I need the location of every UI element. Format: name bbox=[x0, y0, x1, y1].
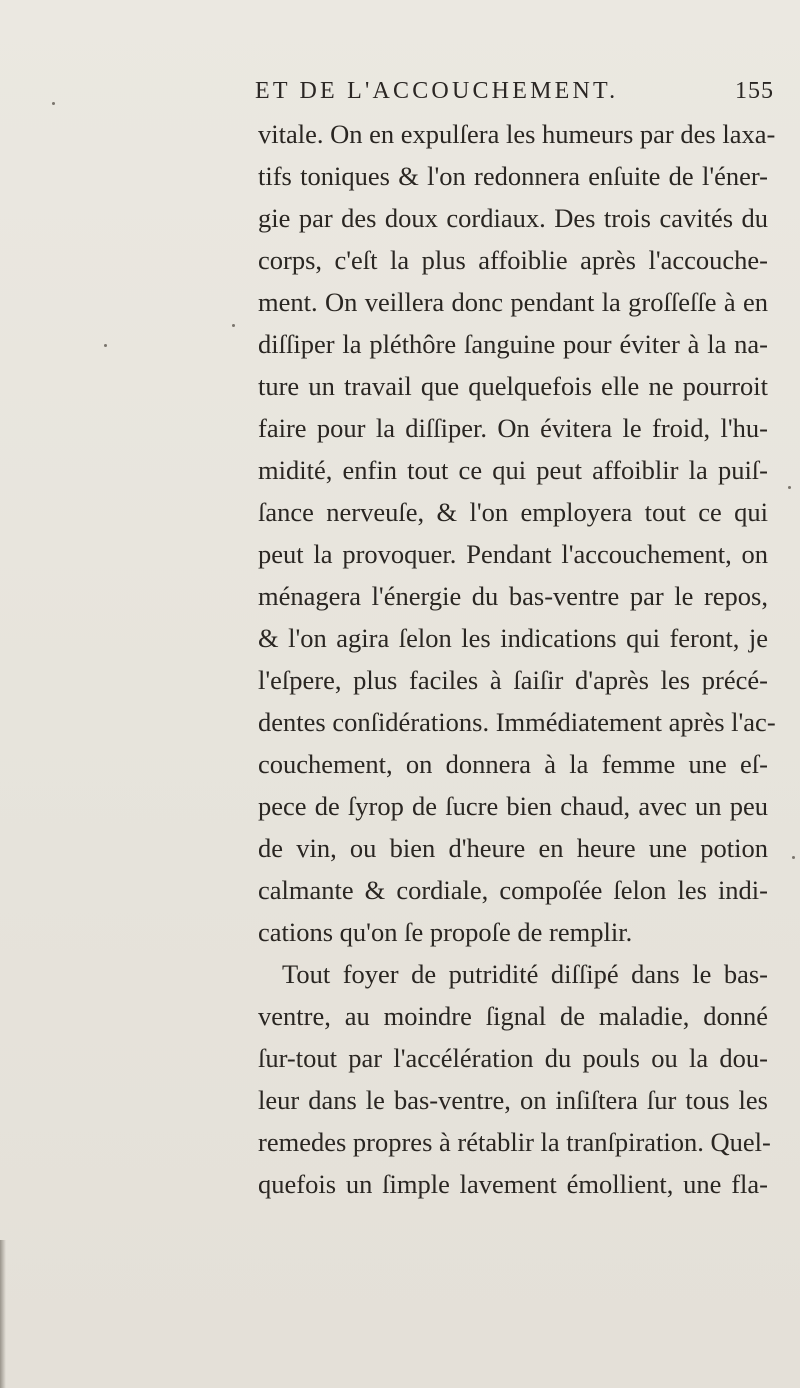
text-line: vitale. On en expulſera les humeurs par des laxa- bbox=[258, 119, 776, 149]
paper-speck bbox=[232, 324, 235, 327]
paper-speck bbox=[52, 102, 55, 105]
paper-speck bbox=[104, 344, 107, 347]
text-line: couchement, on donnera à la femme une eſ- bbox=[258, 749, 768, 779]
text-line: remedes propres à rétablir la tranſpiration. Quel- bbox=[258, 1127, 771, 1157]
page-number: 155 bbox=[735, 78, 774, 104]
paper-speck bbox=[788, 486, 791, 489]
page-edge-shadow bbox=[0, 1240, 6, 1388]
text-line: gie par des doux cordiaux. Des trois cavités du bbox=[258, 203, 768, 233]
text-line: ture un travail que quelquefois elle ne pourroit bbox=[258, 371, 768, 401]
text-line: calmante & cordiale, compoſée ſelon les indi- bbox=[258, 875, 768, 905]
text-line: ſur-tout par l'accélération du pouls ou la dou- bbox=[258, 1043, 768, 1073]
text-line: faire pour la diſſiper. On évitera le froid, l'hu- bbox=[258, 413, 768, 443]
text-line: cations qu'on ſe propoſe de remplir. bbox=[258, 917, 633, 947]
text-line: quefois un ſimple lavement émollient, une fla- bbox=[258, 1169, 768, 1199]
page-header bbox=[255, 78, 775, 112]
text-line: ménagera l'énergie du bas-ventre par le repos, bbox=[258, 581, 768, 611]
text-line: de vin, ou bien d'heure en heure une potion bbox=[258, 833, 768, 863]
text-line: dentes conſidérations. Immédiatement après l'ac- bbox=[258, 707, 776, 737]
text-line: ſance nerveuſe, & l'on employera tout ce qui bbox=[258, 497, 768, 527]
text-line: corps, c'eſt la plus affoiblie après l'accouche- bbox=[258, 245, 768, 275]
text-line: pece de ſyrop de ſucre bien chaud, avec un peu bbox=[258, 791, 768, 821]
text-line: l'eſpere, plus faciles à ſaiſir d'après les précé- bbox=[258, 665, 768, 695]
text-line: Tout foyer de putridité diſſipé dans le bas- bbox=[282, 959, 768, 989]
text-line: ventre, au moindre ſignal de maladie, donné bbox=[258, 1001, 768, 1031]
text-line: tifs toniques & l'on redonnera enſuite de l'éner- bbox=[258, 161, 768, 191]
paper-speck bbox=[792, 856, 795, 859]
text-line: diſſiper la pléthôre ſanguine pour éviter à la na- bbox=[258, 329, 768, 359]
text-line: midité, enfin tout ce qui peut affoiblir la puiſ- bbox=[258, 455, 768, 485]
text-line: & l'on agira ſelon les indications qui feront, je bbox=[258, 623, 768, 653]
text-line: leur dans le bas-ventre, on inſiſtera ſur tous les bbox=[258, 1085, 768, 1115]
text-line: peut la provoquer. Pendant l'accouchement, on bbox=[258, 539, 768, 569]
running-title: ET DE L'ACCOUCHEMENT. bbox=[255, 78, 619, 104]
text-line: ment. On veillera donc pendant la groſſeſſe à en bbox=[258, 287, 768, 317]
